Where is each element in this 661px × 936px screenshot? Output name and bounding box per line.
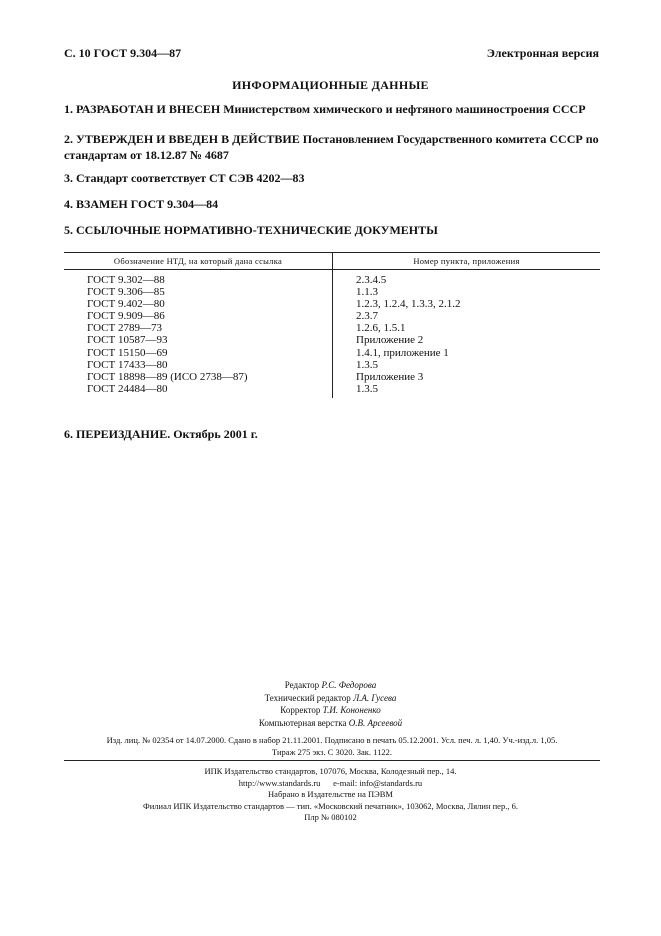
table-row [64,334,600,346]
info-item-2: 2. УТВЕРЖДЕН И ВВЕДЕН В ДЕЙСТВИЕ Постановлением Государственного комитета СССР по стандартам от 18.12.87 № 4687 [64,132,599,162]
info-item-1: 1. РАЗРАБОТАН И ВНЕСЕН Министерством химического и нефтяного машиностроения СССР [64,102,586,116]
page-header-right: Электронная версия [486,46,599,60]
table-cell-clause: 2.3.7 [356,310,378,323]
table-cell-designation: ГОСТ 9.909—86 [64,310,333,322]
table-cell-designation: ГОСТ 18898—89 (ИСО 2738—87) [64,371,333,383]
table-row [64,298,600,310]
credits-block [0,679,661,729]
table-row [64,270,600,287]
credit-line: Редактор Р.С. Федорова [284,680,377,690]
table-cell-clause: Приложение 3 [356,370,424,383]
table-cell-designation: ГОСТ 10587—93 [64,334,333,346]
table-cell-designation: ГОСТ 17433—80 [64,359,333,371]
publisher-line: Филиал ИПК Издательство стандартов — тип. «Московский печатник», 103062, Москва, Лялин пер., 6. [143,800,518,811]
publisher-block [0,766,661,824]
table-row [64,310,600,322]
table-cell-designation: ГОСТ 2789—73 [64,322,333,334]
table-cell-designation: ГОСТ 9.302—88 [64,270,333,287]
reference-documents-table [64,252,600,398]
table-row [64,383,600,398]
table-row [64,371,600,383]
info-item-5: 5. ССЫЛОЧНЫЕ НОРМАТИВНО-ТЕХНИЧЕСКИЕ ДОКУМЕНТЫ [64,223,438,237]
publisher-line: ИПК Издательство стандартов, 107076, Москва, Колодезный пер., 14. [204,766,457,776]
imprint-block [64,735,600,758]
publisher-line: Плр № 080102 [304,812,357,822]
table-row [64,347,600,359]
table-cell-designation: ГОСТ 9.402—80 [64,298,333,310]
credit-line: Компьютерная верстка О.В. Арсеевой [258,717,403,728]
divider [64,760,600,761]
table-cell-clause: 1.3.5 [356,382,378,395]
page-header-left: С. 10 ГОСТ 9.304—87 [64,46,182,60]
table-row [64,359,600,371]
section-title: ИНФОРМАЦИОННЫЕ ДАННЫЕ [232,78,429,92]
table-cell-designation: ГОСТ 15150—69 [64,347,333,359]
imprint-line: Тираж 275 экз. С 3020. Зак. 1122. [272,746,392,757]
info-item-3: 3. Стандарт соответствует СТ СЭВ 4202—83 [64,171,305,185]
credit-line: Корректор Т.И. Кононенко [280,705,381,716]
table-cell-clause: Приложение 2 [356,334,424,347]
column-header-clause: Номер пункта, приложения [333,253,601,270]
credit-line: Технический редактор Л.А. Гусева [264,692,397,703]
publisher-line: http://www.standards.ru e-mail: info@standards.ru [238,777,423,788]
table-row [64,322,600,334]
info-item-6: 6. ПЕРЕИЗДАНИЕ. Октябрь 2001 г. [64,427,258,441]
column-header-designation: Обозначение НТД, на который дана ссылка [64,253,333,270]
publisher-line: Набрано в Издательстве на ПЭВМ [268,789,393,799]
table-cell-designation: ГОСТ 9.306—85 [64,286,333,298]
table-row [64,286,600,298]
imprint-line: Изд. лиц. № 02354 от 14.07.2000. Сдано в набор 21.11.2001. Подписано в печать 05.12.2001. Усл. печ. л. 1,40. Уч.-изд.л. 1,05. [106,735,558,745]
table-cell-designation: ГОСТ 24484—80 [64,383,333,398]
table-cell-clause: 1.2.6, 1.5.1 [356,322,406,335]
table-cell-clause: 1.1.3 [356,286,378,299]
table-cell-clause: 1.4.1, приложение 1 [356,346,449,359]
info-item-4: 4. ВЗАМЕН ГОСТ 9.304—84 [64,197,219,211]
table-header-row [64,253,600,270]
table-cell-clause: 2.3.4.5 [356,274,387,286]
table-cell-clause: 1.2.3, 1.2.4, 1.3.3, 2.1.2 [356,298,461,311]
table-cell-clause: 1.3.5 [356,358,378,371]
